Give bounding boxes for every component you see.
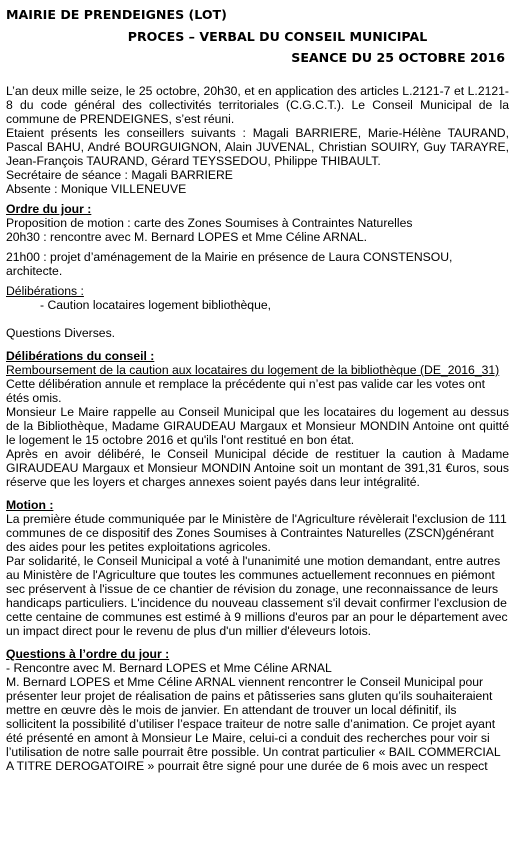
questions-diverses: Questions Diverses. bbox=[6, 326, 116, 340]
intro-paragraph: L’an deux mille seize, le 25 octobre, 20h30, et en application des articles L.2121-7 et L.2121-8 du code général des collectivités territoriales (C.G.C.T.). Le Conseil Municipal de la commune de PRENDEIGNES, s’est réuni. bbox=[6, 84, 509, 126]
seance-date: SEANCE DU 25 OCTOBRE 2016 bbox=[291, 50, 505, 65]
attendees-paragraph: Etaient présents les conseillers suivants : Magali BARRIERE, Marie-Hélène TAURAND, Pascal BAHU, André BOURGUIGNON, Alain JUVENAL, Christian SOUIRY, Guy TARAYRE, Jean-François TAURAND, Gérard TEYSSEDOU, Philippe THIBAULT. bbox=[6, 126, 509, 168]
questions-paragraph: M. Bernard LOPES et Mme Céline ARNAL viennent rencontrer le Conseil Municipal pour présenter leur projet de réalisation de pains et pâtisseries sans gluten qu’ils souhaiteraient mettre en œuvre dès le mois de janvier. En attendant de trouver un local définitif, ils sollicitent la possibilité d’utiliser l’espace traiteur de notre salle d’animation. Ce projet ayant été présenté en amont à Monsieur Le Maire, celui-ci a conduit des recherches pour voir si l’utilisation de notre salle pourrait être possible. Un contrat particulier « BAIL COMMERCIAL A TITRE DEROGATOIRE » pourrait être signé pour une durée de 6 mois avec un respect bbox=[6, 675, 501, 773]
motion-heading: Motion : bbox=[6, 498, 54, 512]
deliberations-label: Délibérations : bbox=[6, 284, 84, 298]
motion-paragraph-1: La première étude communiquée par le Ministère de l'Agriculture révèlerait l'exclusion de 111 communes de ce dispositif des Zones Soumises à Contraintes Naturelles (ZSCN)générant des aides pour les petites exploitations agricoles. bbox=[6, 512, 507, 554]
deliberation-paragraph-2: Monsieur Le Maire rappelle au Conseil Municipal que les locataires du logement au dessus de la Bibliothèque, Madame GIRAUDEAU Margaux et Monsieur MONDIN Antoine ont quitté le logement le 15 octobre 2016 et qu'ils l'ont restitué en bon état. bbox=[6, 405, 509, 447]
questions-item: - Rencontre avec M. Bernard LOPES et Mme Céline ARNAL bbox=[6, 661, 332, 675]
agenda-item-architect: 21h00 : projet d’aménagement de la Mairie en présence de Laura CONSTENSOU, architecte. bbox=[6, 250, 453, 278]
absent-line: Absente : Monique VILLENEUVE bbox=[6, 182, 187, 196]
deliberations-heading: Délibérations du conseil : bbox=[6, 349, 155, 363]
secretary-line: Secrétaire de séance : Magali BARRIERE bbox=[6, 168, 233, 182]
agenda-heading: Ordre du jour : bbox=[6, 202, 92, 216]
agenda-item-motion: Proposition de motion : carte des Zones Soumises à Contraintes Naturelles bbox=[6, 216, 413, 230]
agenda-item-meeting: 20h30 : rencontre avec M. Bernard LOPES et Mme Céline ARNAL. bbox=[6, 230, 368, 244]
document-title: PROCES – VERBAL DU CONSEIL MUNICIPAL bbox=[127, 29, 428, 44]
motion-paragraph-2: Par solidarité, le Conseil Municipal a voté à l'unanimité une motion demandant, entre autres au Ministère de l'Agriculture que toutes les communes actuellement reconnues en piémont sec préservent à l'issue de ce chantier de révision du zonage, une reconnaissance de leurs handicaps particuliers. L'incidence du nouveau classement s'il devait confirmer l'exclusion de cette centaine de communes est estimé à 9 millions d'euros par an pour le département avec un impact direct pour le revenu de plus d'un millier d'éleveurs lotois. bbox=[6, 554, 508, 638]
document-page bbox=[6, 0, 509, 773]
deliberation-paragraph-1: Cette délibération annule et remplace la précédente qui n’est pas valide car les votes ont étés omis. bbox=[6, 377, 485, 405]
deliberation-item: - Caution locataires logement bibliothèque, bbox=[40, 298, 272, 312]
deliberation-subheading: Remboursement de la caution aux locataires du logement de la bibliothèque (DE_2016_31) bbox=[6, 363, 500, 377]
mairie-heading: MAIRIE DE PRENDEIGNES (LOT) bbox=[6, 7, 227, 22]
deliberation-paragraph-3: Après en avoir délibéré, le Conseil Municipal décide de restituer la caution à Madame GIRAUDEAU Margaux et Monsieur MONDIN Antoine soit un montant de 391,31 €uros, sous réserve que les loyers et charges annexes soient payés dans leur intégralité. bbox=[6, 447, 509, 489]
questions-heading: Questions à l’ordre du jour : bbox=[6, 647, 170, 661]
